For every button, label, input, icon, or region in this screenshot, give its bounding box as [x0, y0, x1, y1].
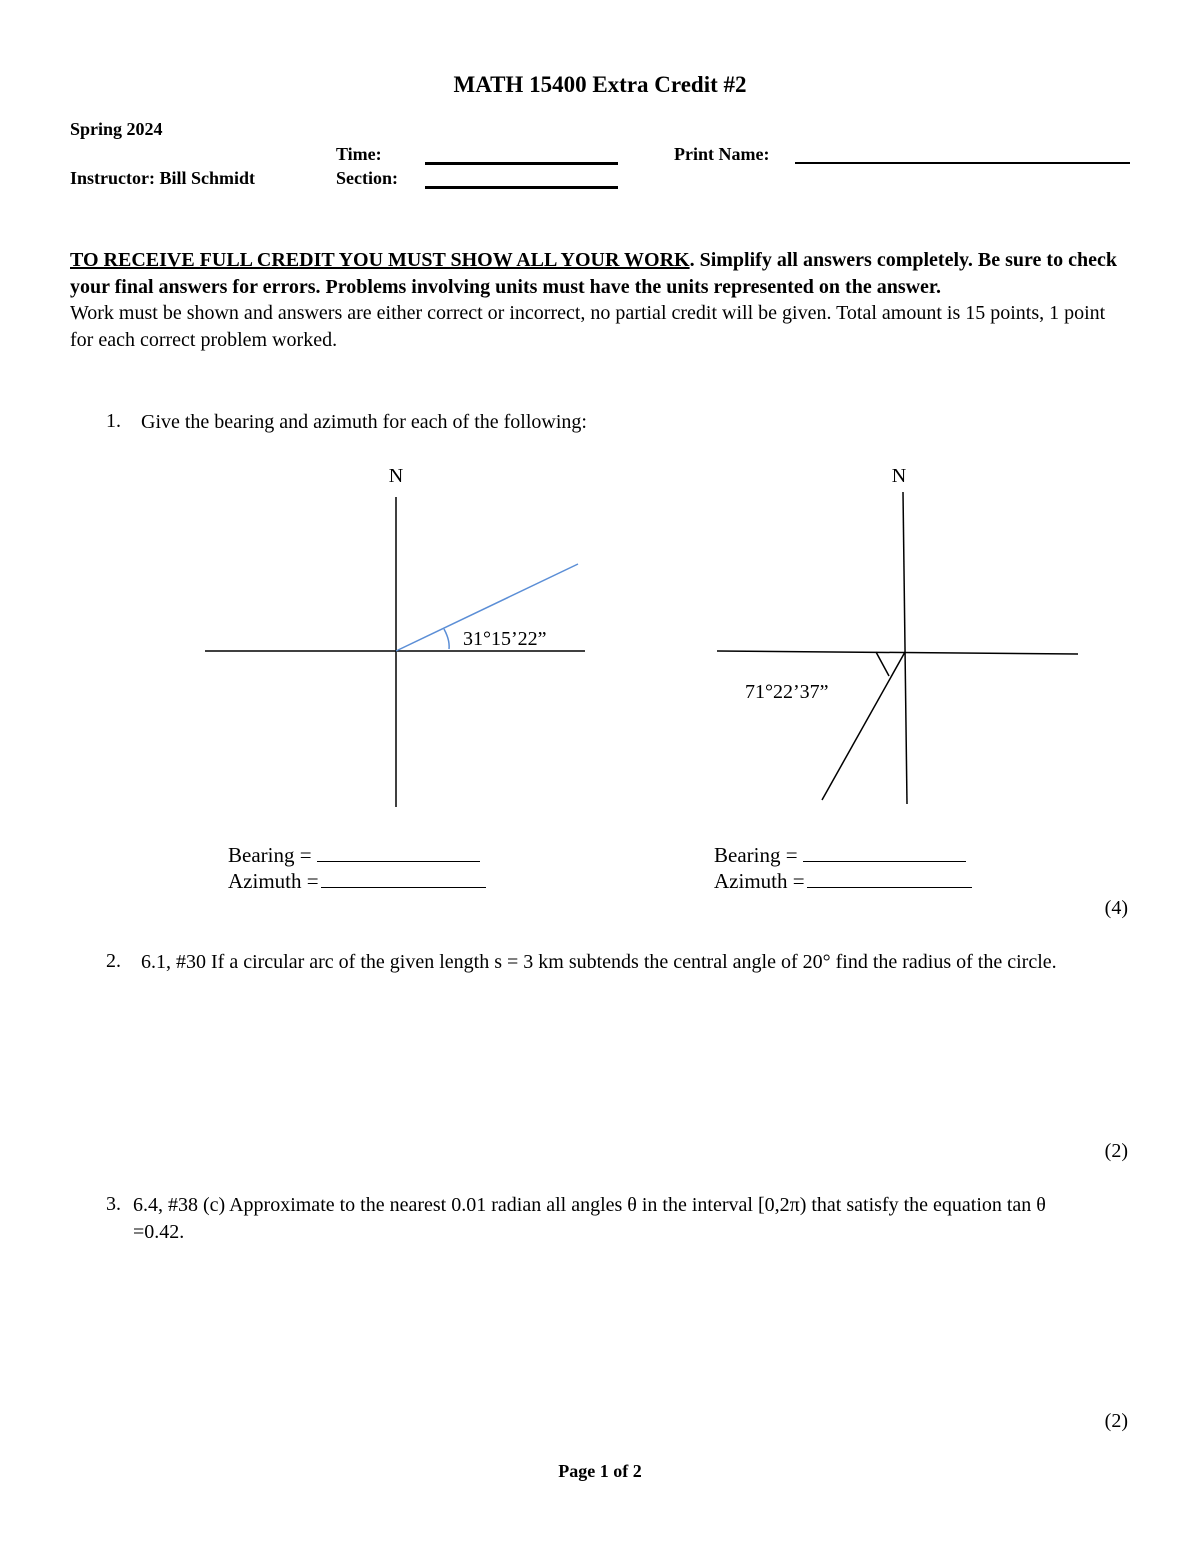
diagram-1-angle-label: 31°15’22”	[463, 628, 547, 650]
diagram-2-ew-axis	[717, 651, 1078, 654]
diagram-1-bearing-field[interactable]	[317, 841, 480, 862]
question-3-points: (2)	[1104, 1410, 1128, 1432]
instructor-label: Instructor: Bill Schmidt	[70, 168, 256, 188]
question-1-text: Give the bearing and azimuth for each of the following:	[141, 411, 587, 433]
diagram-1-north-label: N	[388, 465, 404, 487]
diagram-2-angle-tick	[876, 652, 889, 676]
diagram-2-north-label: N	[891, 465, 907, 487]
diagram-1-bearing-label: Bearing =	[228, 843, 312, 867]
section-label: Section:	[336, 168, 398, 188]
question-3-number: 3.	[106, 1193, 121, 1215]
diagram-2-bearing-field[interactable]	[803, 841, 966, 862]
question-2-number: 2.	[106, 950, 121, 972]
diagram-2-azimuth-label: Azimuth =	[714, 869, 805, 893]
diagram-2-bearing-row	[714, 841, 966, 868]
diagram-2-azimuth-row	[714, 867, 972, 894]
instructions-normal: Work must be shown and answers are either correct or incorrect, no partial credit will be given. Total amount is 15 points, 1 point for each correct problem worked.	[70, 302, 1106, 351]
diagram-1-azimuth-row	[228, 867, 486, 894]
diagram-1-bearing-row	[228, 841, 480, 868]
diagram-1	[205, 465, 585, 807]
diagram-2-bearing-label: Bearing =	[714, 843, 798, 867]
print-name-label: Print Name:	[674, 144, 770, 164]
diagram-2	[717, 465, 1078, 804]
time-label: Time:	[336, 144, 382, 164]
question-3-text: 6.4, #38 (c) Approximate to the nearest 0.01 radian all angles θ in the interval [0,2π) that satisfy the equation tan θ =0.42.	[133, 1194, 1046, 1243]
diagram-1-azimuth-label: Azimuth =	[228, 869, 319, 893]
question-2-points: (2)	[1104, 1140, 1128, 1162]
page-title: MATH 15400 Extra Credit #2	[453, 72, 747, 97]
page-footer: Page 1 of 2	[558, 1461, 642, 1481]
diagram-2-angle-label: 71°22’37”	[745, 681, 829, 703]
instructions-bold: . Simplify all answers completely. Be sure to check your final answers for errors. Problems involving units must have the units represented on the answer.	[70, 249, 1117, 298]
diagram-2-ns-axis	[903, 492, 907, 804]
diagram-2-ray	[822, 652, 905, 800]
question-1-number: 1.	[106, 410, 121, 432]
diagram-1-azimuth-field[interactable]	[321, 867, 486, 888]
diagram-1-angle-arc	[444, 629, 449, 649]
question-1-points: (4)	[1104, 897, 1128, 919]
term-label: Spring 2024	[70, 119, 163, 139]
question-2-text: 6.1, #30 If a circular arc of the given length s = 3 km subtends the central angle of 20° find the radius of the circle.	[141, 951, 1057, 973]
instructions-underlined: TO RECEIVE FULL CREDIT YOU MUST SHOW ALL YOUR WORK	[70, 249, 690, 271]
diagram-2-azimuth-field[interactable]	[807, 867, 972, 888]
